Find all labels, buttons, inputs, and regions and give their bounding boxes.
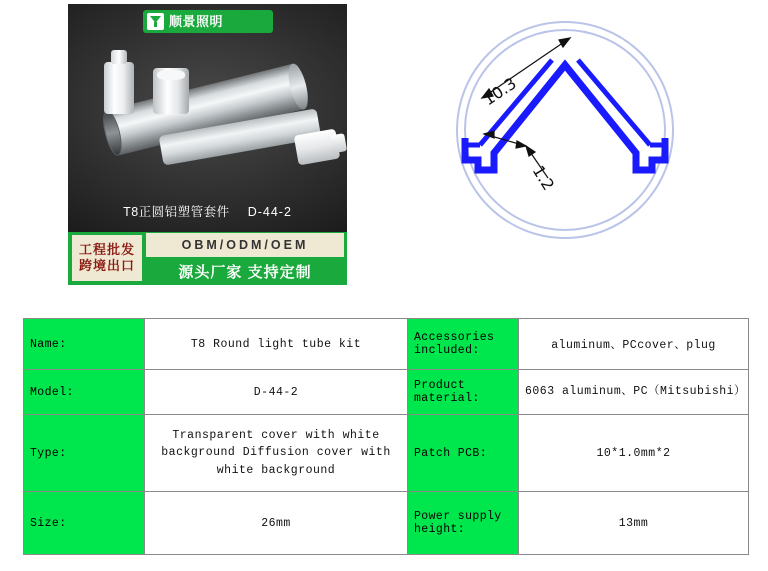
promo-tag-line2: 跨境出口	[78, 258, 135, 273]
guide-circle-outer	[457, 22, 673, 238]
leaf-logo-icon	[147, 13, 164, 30]
dimension-label-top: 10.3	[479, 73, 520, 110]
product-cap-left	[104, 62, 134, 114]
brand-name: 顺景照明	[169, 14, 224, 29]
profile-outline	[465, 65, 665, 170]
product-cap-middle	[153, 68, 189, 114]
product-photo-card	[68, 4, 347, 285]
spec-value-model: D-44-2	[145, 370, 408, 415]
spec-value-accessories: aluminum、PCcover、plug	[519, 319, 749, 370]
product-photo-stage	[68, 4, 347, 232]
spec-value-material: 6063 aluminum、PC（Mitsubishi）	[519, 370, 749, 415]
table-row	[24, 415, 749, 492]
table-row	[24, 319, 749, 370]
spec-label-name: Name:	[24, 319, 145, 370]
photo-caption-text: T8正圆铝塑管套件	[123, 205, 230, 219]
spec-label-accessories: Accessories included:	[408, 319, 519, 370]
table-row	[24, 370, 749, 415]
promo-sub-text: 源头厂家 支持定制	[178, 263, 312, 281]
brand-badge	[143, 10, 273, 33]
photo-caption	[68, 202, 347, 220]
spec-label-type: Type:	[24, 415, 145, 492]
spec-label-material: Product material:	[408, 370, 519, 415]
product-end-cap	[294, 129, 341, 166]
dimension-label-bottom: 1.2	[528, 162, 559, 194]
spec-label-power-height: Power supply height:	[408, 492, 519, 555]
spec-value-size: 26mm	[145, 492, 408, 555]
technical-drawing-svg	[420, 10, 710, 260]
table-row	[24, 492, 749, 555]
spec-value-type: Transparent cover with white background Diffusion cover with white background	[145, 415, 408, 492]
spec-value-patch-pcb: 10*1.0mm*2	[519, 415, 749, 492]
technical-drawing	[420, 10, 710, 260]
specification-table	[23, 318, 749, 555]
photo-caption-model: D-44-2	[247, 205, 292, 219]
spec-label-patch-pcb: Patch PCB:	[408, 415, 519, 492]
promo-tag-line1: 工程批发	[78, 241, 135, 257]
promo-banner	[68, 232, 347, 285]
promo-obm-text: OBM/ODM/OEM	[146, 233, 344, 257]
spec-label-size: Size:	[24, 492, 145, 555]
promo-banner-tag	[72, 235, 142, 281]
spec-value-power-height: 13mm	[519, 492, 749, 555]
spec-value-name: T8 Round light tube kit	[145, 319, 408, 370]
spec-label-model: Model:	[24, 370, 145, 415]
